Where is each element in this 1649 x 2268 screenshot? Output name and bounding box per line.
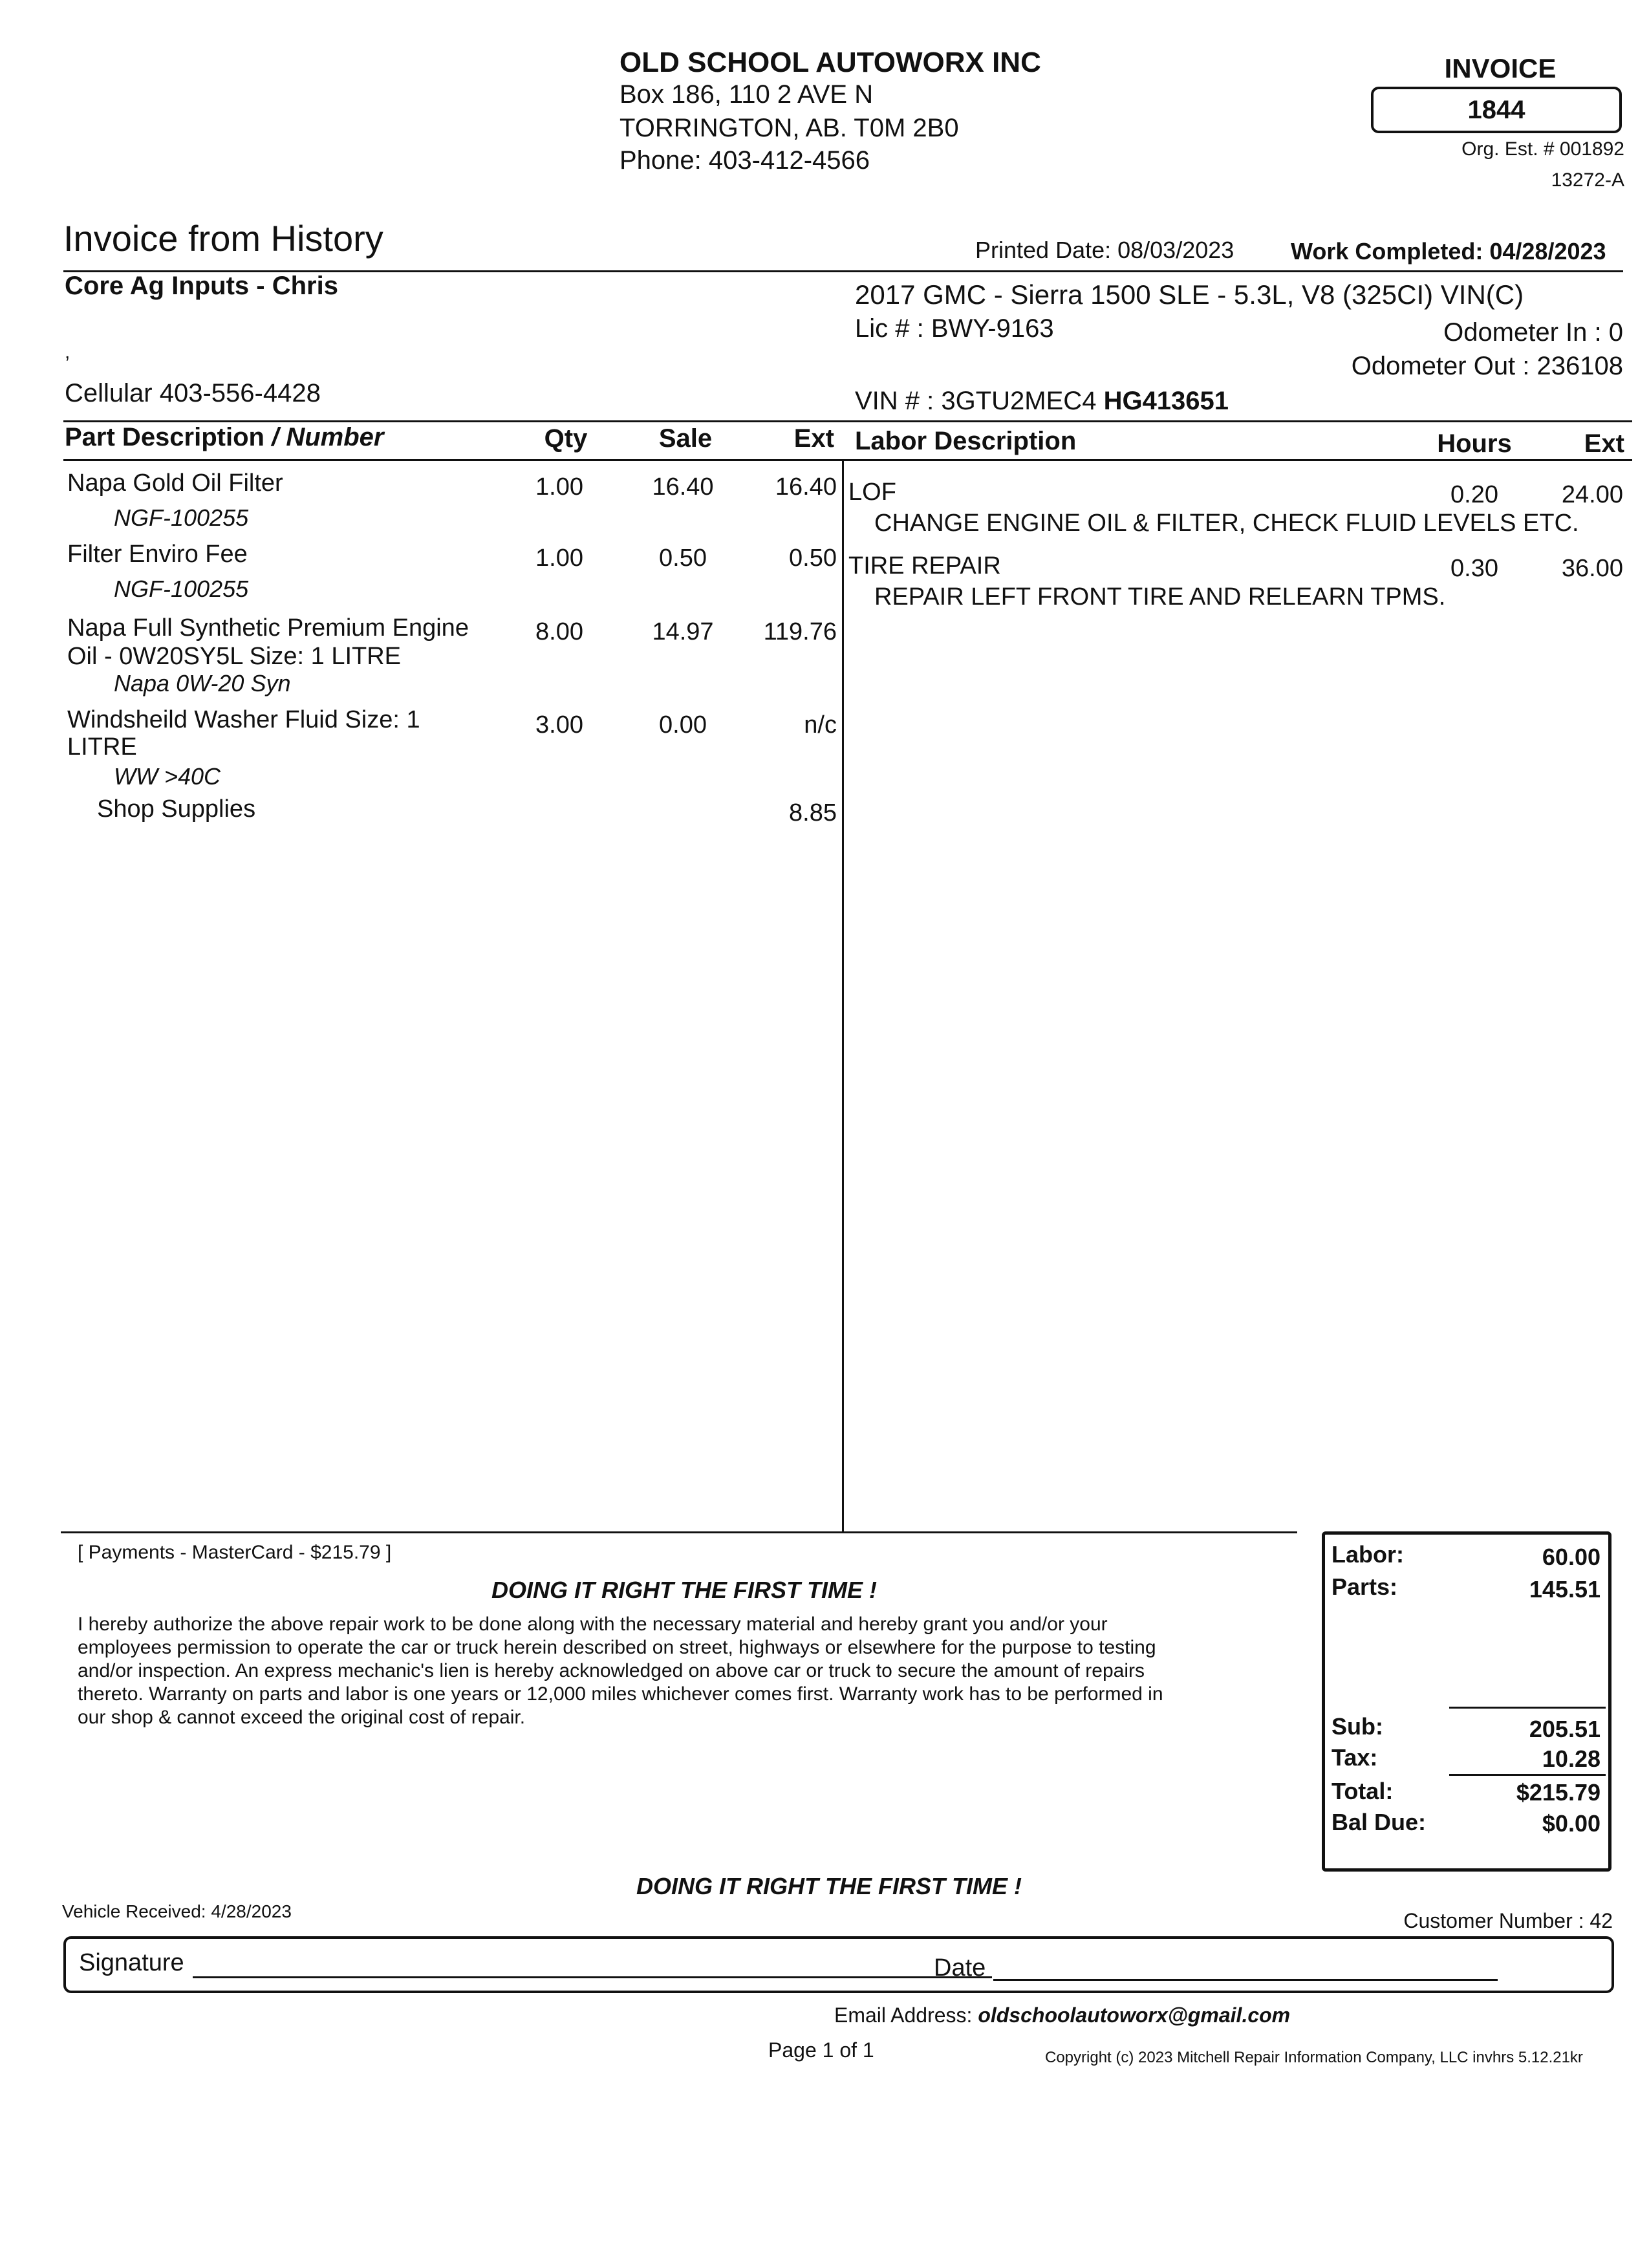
labor-ext: 24.00 — [1561, 481, 1623, 508]
balance-due-value: $0.00 — [1542, 1810, 1600, 1837]
vehicle-description: 2017 GMC - Sierra 1500 SLE - 5.3L, V8 (325CI) VIN(C) — [855, 279, 1524, 310]
signature-label: Signature — [79, 1949, 184, 1976]
authorization-text — [78, 1613, 1163, 1729]
part-number: NGF-100255 — [114, 576, 249, 602]
balance-due-label: Bal Due: — [1331, 1809, 1427, 1835]
customer-number: Customer Number : 42 — [1403, 1909, 1613, 1932]
authorization-line: and/or inspection. An express mechanic's lien is hereby acknowledged on above car or truck to secure the amount of repairs — [78, 1660, 1145, 1681]
vehicle-vin — [855, 387, 1229, 416]
company-name: OLD SCHOOL AUTOWORX INC — [620, 47, 1041, 78]
labor-hours: 0.30 — [1450, 555, 1498, 582]
part-qty: 1.00 — [535, 545, 583, 572]
signature-box — [63, 1936, 1614, 1993]
parts-ext-header: Ext — [793, 424, 834, 453]
labor-total-label: Labor: — [1331, 1541, 1404, 1568]
table-header-rule — [63, 459, 1632, 461]
parts-total-value: 145.51 — [1529, 1576, 1600, 1603]
part-description-header-label: Part Description — [65, 423, 264, 451]
copyright: Copyright (c) 2023 Mitchell Repair Information Company, LLC invhrs 5.12.21kr — [1045, 2049, 1583, 2066]
part-number: Napa 0W-20 Syn — [114, 670, 291, 697]
tax-label: Tax: — [1331, 1744, 1378, 1771]
labor-name: TIRE REPAIR — [848, 552, 1001, 579]
slogan-top: DOING IT RIGHT THE FIRST TIME ! — [491, 1577, 877, 1603]
part-ext: 119.76 — [763, 618, 837, 645]
vin-prefix: VIN # : 3GTU2MEC4 — [855, 387, 1104, 415]
email-row — [834, 2003, 1290, 2027]
labor-ext: 36.00 — [1561, 555, 1623, 582]
odometer-out: Odometer Out : 236108 — [1351, 352, 1623, 380]
date-label: Date — [934, 1954, 986, 1982]
customer-cellular: Cellular 403-556-4428 — [65, 379, 321, 407]
parts-labor-divider — [842, 460, 844, 1533]
part-description: Napa Full Synthetic Premium Engine — [67, 614, 469, 642]
part-sale: 0.00 — [659, 711, 707, 739]
labor-detail: CHANGE ENGINE OIL & FILTER, CHECK FLUID LEVELS ETC. — [874, 510, 1579, 537]
email-address[interactable]: oldschoolautoworx@gmail.com — [978, 2003, 1291, 2027]
company-address-line2: TORRINGTON, AB. T0M 2B0 — [620, 114, 959, 142]
vin-suffix: HG413651 — [1103, 387, 1229, 415]
part-description-line2: Oil - 0W20SY5L Size: 1 LITRE — [67, 643, 402, 670]
total-rule — [1449, 1774, 1606, 1776]
part-number: WW >40C — [114, 763, 221, 790]
labor-ext-header: Ext — [1584, 429, 1624, 458]
part-description-line2: LITRE — [67, 733, 137, 761]
invoice-number: 1844 — [1371, 87, 1622, 133]
part-description: Windsheild Washer Fluid Size: 1 — [67, 706, 420, 733]
date-line[interactable] — [993, 1979, 1498, 1981]
sale-header: Sale — [658, 424, 713, 453]
parts-total-label: Parts: — [1331, 1573, 1398, 1600]
signature-line[interactable] — [193, 1976, 992, 1978]
labor-name: LOF — [848, 479, 896, 506]
part-sale: 16.40 — [652, 473, 714, 501]
part-ext: 0.50 — [789, 545, 837, 572]
payments-summary: [ Payments - MasterCard - $215.79 ] — [78, 1542, 392, 1563]
printed-date: Printed Date: 08/03/2023 — [975, 237, 1234, 263]
company-address-line1: Box 186, 110 2 AVE N — [620, 80, 874, 109]
work-completed-date: Work Completed: 04/28/2023 — [1291, 238, 1606, 265]
page-title: Invoice from History — [63, 218, 383, 259]
part-sale: 14.97 — [652, 618, 714, 645]
org-estimate-number: Org. Est. # 001892 — [1461, 138, 1624, 160]
vehicle-license: Lic # : BWY-9163 — [855, 314, 1054, 343]
part-qty: 1.00 — [535, 473, 583, 501]
part-number: NGF-100255 — [114, 504, 249, 531]
part-ext: 16.40 — [775, 473, 837, 501]
table-top-rule — [63, 420, 1632, 422]
email-label: Email Address: — [834, 2003, 978, 2027]
part-number-header-label: / Number — [272, 423, 384, 451]
invoice-reference: 13272-A — [1551, 169, 1624, 191]
footer-rule — [61, 1531, 1297, 1533]
shop-supplies-ext: 8.85 — [789, 799, 837, 826]
subtotal-rule — [1449, 1707, 1606, 1709]
page-number: Page 1 of 1 — [768, 2038, 874, 2062]
labor-hours: 0.20 — [1450, 481, 1498, 508]
tax-value: 10.28 — [1542, 1745, 1600, 1772]
customer-name: Core Ag Inputs - Chris — [65, 272, 338, 300]
part-qty: 3.00 — [535, 711, 583, 739]
part-description: Filter Enviro Fee — [67, 541, 248, 568]
part-description: Napa Gold Oil Filter — [67, 470, 283, 497]
part-description-header — [65, 423, 383, 452]
odometer-in: Odometer In : 0 — [1443, 318, 1623, 347]
authorization-line: thereto. Warranty on parts and labor is one years or 12,000 miles whichever comes first. Warranty work has to be performed in — [78, 1683, 1163, 1705]
labor-description-header: Labor Description — [855, 427, 1077, 455]
vehicle-received: Vehicle Received: 4/28/2023 — [62, 1901, 292, 1921]
subtotal-value: 205.51 — [1529, 1716, 1600, 1742]
part-sale: 0.50 — [659, 545, 707, 572]
labor-total-value: 60.00 — [1542, 1544, 1600, 1570]
authorization-line: employees permission to operate the car or truck herein described on street, highways or elsewhere for the purpose to testing — [78, 1637, 1156, 1658]
qty-header: Qty — [544, 424, 588, 453]
customer-address-comma: , — [65, 341, 70, 363]
totals-box — [1322, 1531, 1611, 1872]
part-qty: 8.00 — [535, 618, 583, 645]
part-ext: n/c — [804, 711, 837, 739]
authorization-line: our shop & cannot exceed the original cost of repair. — [78, 1707, 526, 1728]
slogan-bottom: DOING IT RIGHT THE FIRST TIME ! — [636, 1873, 1022, 1899]
shop-supplies-label: Shop Supplies — [97, 795, 256, 823]
subtotal-label: Sub: — [1331, 1713, 1383, 1740]
invoice-label: INVOICE — [1444, 53, 1557, 83]
authorization-line: I hereby authorize the above repair work to be done along with the necessary material and hereby grant you and/or your — [78, 1614, 1108, 1635]
hours-header: Hours — [1437, 429, 1512, 458]
total-value: $215.79 — [1516, 1779, 1600, 1806]
total-label: Total: — [1331, 1778, 1394, 1804]
labor-detail: REPAIR LEFT FRONT TIRE AND RELEARN TPMS. — [874, 583, 1446, 610]
company-phone: Phone: 403-412-4566 — [620, 146, 870, 175]
